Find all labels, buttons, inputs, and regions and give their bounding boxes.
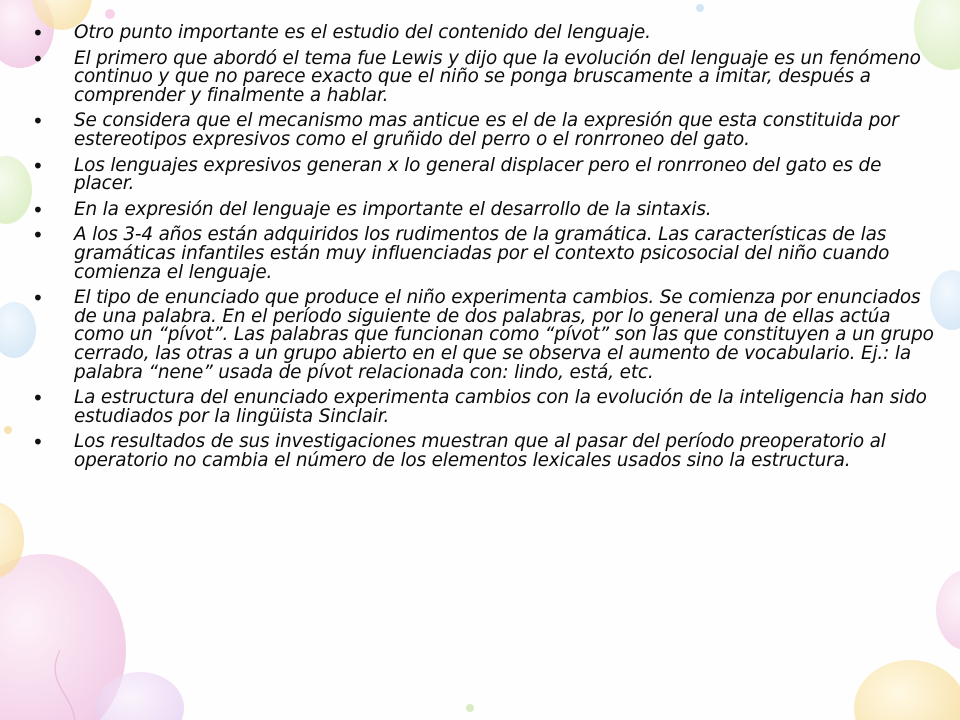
bullet-item: • Los resultados de sus investigaciones muestran que al pasar del período preoperatorio al operatorio no cambia el número de los elementos lexicales usados sino la estructura. <box>30 433 934 470</box>
bullet-item: • La estructura del enunciado experimenta cambios con la evolución de la inteligencia han sido estudiados por la lingüista Sinclair. <box>30 389 934 426</box>
balloon-left-green <box>0 156 32 224</box>
bullet-item: • A los 3-4 años están adquiridos los rudimentos de la gramática. Las características de las gramáticas infantiles están muy influenciadas por el contexto psicosocial del niño cuando comienza el lenguaje. <box>30 226 934 282</box>
confetti-dot <box>105 9 115 19</box>
bullet-item: • En la expresión del lenguaje es importante el desarrollo de la sintaxis. <box>30 201 934 220</box>
bullet-list <box>30 24 934 470</box>
slide-content <box>30 24 934 477</box>
bullet-item: • Los lenguajes expresivos generan x lo general displacer pero el ronrroneo del gato es de placer. <box>30 157 934 194</box>
bullet-item: • El primero que abordó el tema fue Lewis y dijo que la evolución del lenguaje es un fenómeno continuo y que no parece exacto que el niño se ponga bruscamente a imitar, después a comprender y finalmente a hablar. <box>30 50 934 106</box>
confetti-dot <box>696 4 704 12</box>
balloon-bottom-right-yellow <box>854 660 960 720</box>
bullet-item: • El tipo de enunciado que produce el niño experimenta cambios. Se comienza por enunciados de una palabra. En el período siguiente de dos palabras, por lo general una de ellas actúa como un “pívot”. Las palabras que funcionan como “pívot” son las que constituyen a un grupo cerrado, las otras a un grupo abierto en el que se observa el aumento de vocabulario. Ej.: la palabra “nene” usada de pívot relacionada con: lindo, está, etc. <box>30 289 934 382</box>
confetti-dot <box>4 426 12 434</box>
bullet-item: • Se considera que el mecanismo mas anticue es el de la expresión que esta constituida por estereotipos expresivos como el gruñido del perro o el ronrroneo del gato. <box>30 112 934 149</box>
bullet-item: • Otro punto importante es el estudio del contenido del lenguaje. <box>30 24 934 43</box>
confetti-dot <box>466 704 474 712</box>
balloon-right-blue <box>930 270 960 330</box>
balloon-bottom-right-pink <box>936 570 960 650</box>
